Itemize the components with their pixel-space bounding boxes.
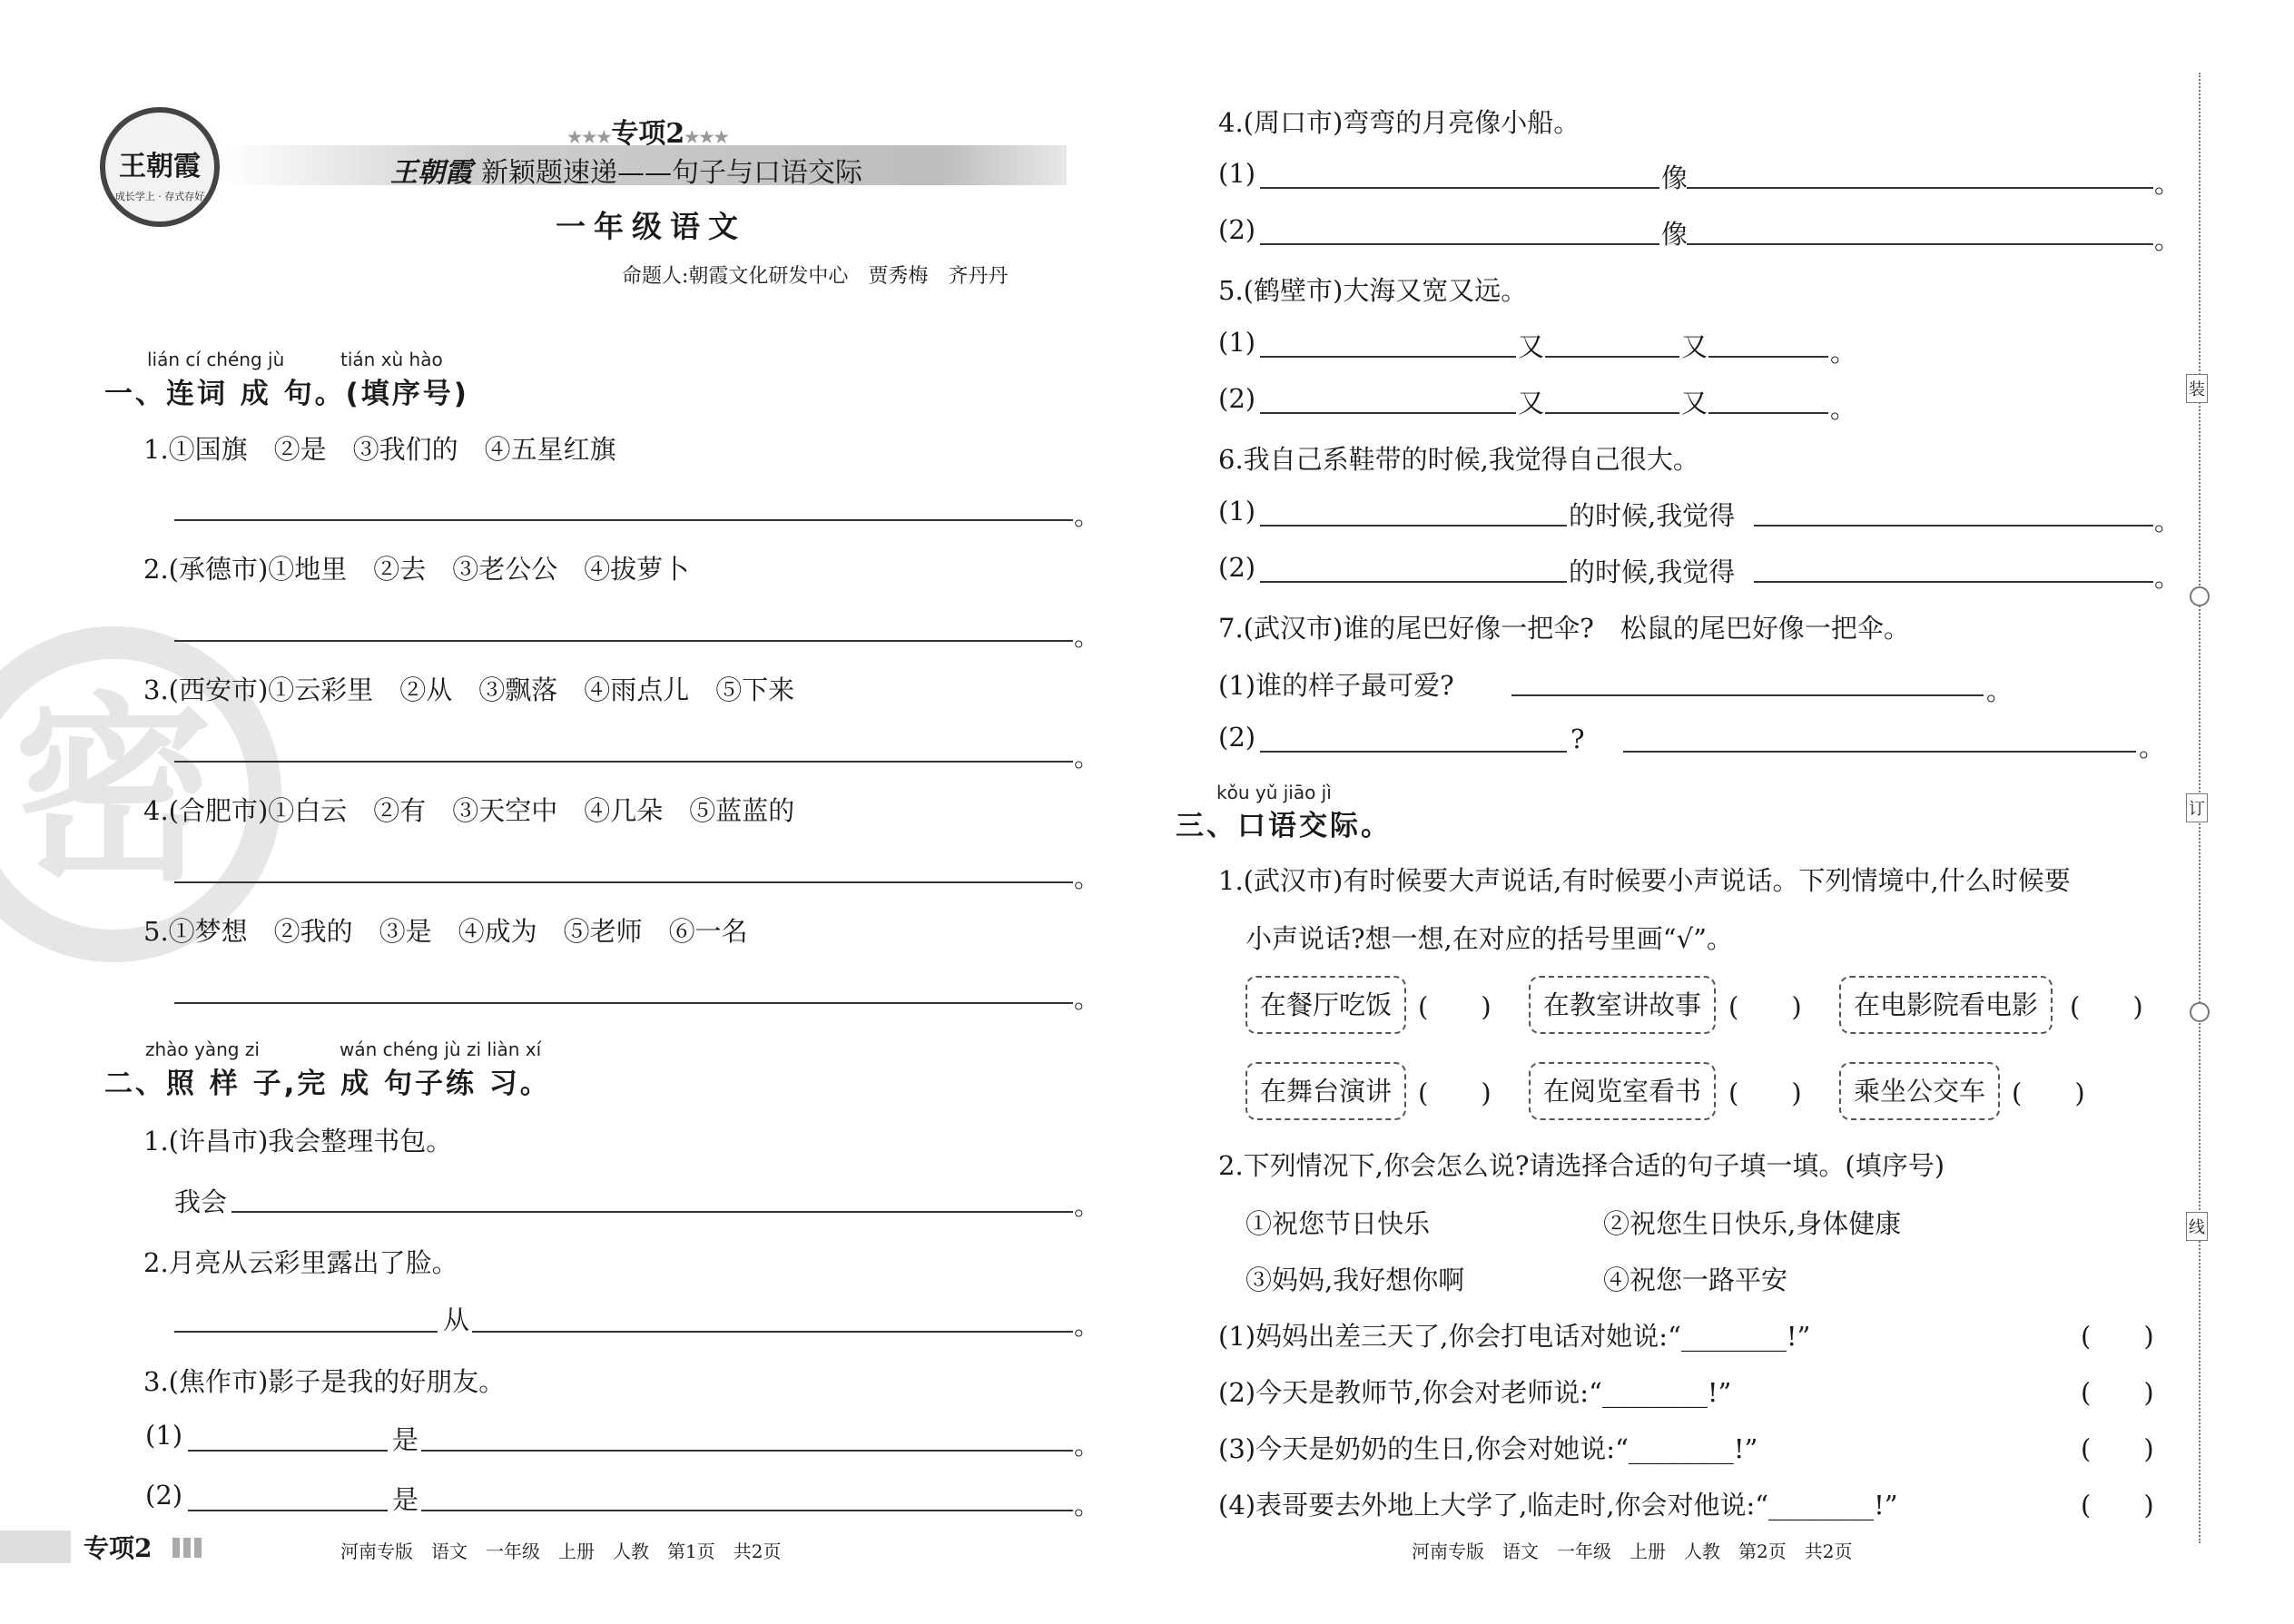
situation-paren-1[interactable]: ( )	[2081, 1321, 2154, 1352]
scenario-box-4: 在舞台演讲	[1245, 1062, 1406, 1120]
footer-left-bar	[0, 1530, 71, 1563]
s2-q3-line-2a[interactable]	[188, 1510, 388, 1511]
option-3: ③妈妈,我好想你啊	[1245, 1265, 1465, 1295]
r-q5: 5.(鹤壁市)大海又宽又远。	[1218, 275, 1528, 306]
r-q6-line-1a[interactable]	[1260, 525, 1567, 527]
s3-q2: 2.下列情况下,你会怎么说?请选择合适的句子填一填。(填序号)	[1218, 1150, 1945, 1181]
scenario-box-3: 在电影院看电影	[1839, 976, 2053, 1034]
footer-left-info: 河南专版 语文 一年级 上册 人教 第1页 共2页	[340, 1540, 782, 1562]
binding-label-1: 装	[2186, 374, 2208, 403]
s2-q3-mid-1: 是	[392, 1424, 419, 1455]
s1-answer-line-1[interactable]	[174, 519, 1073, 521]
r-q6-mid-1: 的时候,我觉得	[1569, 500, 1736, 531]
s2-q1-prefix: 我会	[174, 1186, 228, 1217]
scenario-box-1: 在餐厅吃饭	[1245, 976, 1406, 1034]
section1-pinyin-1: lián cí chéng jù	[147, 349, 285, 370]
footer-right-info: 河南专版 语文 一年级 上册 人教 第2页 共2页	[1412, 1540, 1853, 1562]
binding-label-3: 线	[2186, 1212, 2208, 1241]
logo-text: 王朝霞	[119, 151, 201, 182]
s2-q1: 1.(许昌市)我会整理书包。	[143, 1126, 453, 1156]
s2-q1-line[interactable]	[231, 1211, 1073, 1213]
r-q4-line-1a[interactable]	[1260, 187, 1659, 189]
r-q4-line-2a[interactable]	[1260, 243, 1659, 245]
footer-left-tag: 专项2	[84, 1533, 153, 1563]
section1-pinyin-2: tián xù hào	[340, 349, 443, 370]
scenario-paren-5[interactable]: ( )	[1728, 1078, 1802, 1108]
r-q7-line-2b[interactable]	[1623, 751, 2136, 753]
situation-paren-2[interactable]: ( )	[2081, 1377, 2154, 1408]
r-q5-mid-2b: 又	[1681, 388, 1708, 418]
scenario-box-2: 在教室讲故事	[1529, 976, 1716, 1034]
r-q5-mid-1a: 又	[1518, 331, 1545, 362]
r-q5-line-2b[interactable]	[1545, 412, 1679, 414]
r-q6-mid-2: 的时候,我觉得	[1569, 556, 1736, 587]
r-q4-mid-1: 像	[1661, 162, 1689, 193]
scenario-paren-4[interactable]: ( )	[1418, 1078, 1492, 1108]
r-q7-line-1[interactable]	[1511, 694, 1984, 696]
s1-answer-line-2[interactable]	[174, 640, 1073, 642]
section2-pinyin-2: wán chéng jù zi liàn xí	[340, 1038, 542, 1060]
option-2: ②祝您生日快乐,身体健康	[1603, 1208, 1902, 1239]
r-q7-1: (1)谁的样子最可爱?	[1218, 670, 1454, 701]
section1-title: 一、连词 成 句。(填序号)	[104, 378, 469, 410]
section2-title: 二、照 样 子,完 成 句子练 习。	[104, 1068, 551, 1100]
situation-4: (4)表哥要去外地上大学了,临走时,你会对他说:“________!”	[1218, 1490, 1898, 1521]
r-q6-line-1b[interactable]	[1754, 525, 2153, 527]
s1-item-4: 4.(合肥市)①白云 ②有 ③天空中 ④几朵 ⑤蓝蓝的	[143, 795, 795, 826]
s2-q3: 3.(焦作市)影子是我的好朋友。	[143, 1366, 506, 1397]
r-q5-mid-1b: 又	[1681, 331, 1708, 362]
situation-2: (2)今天是教师节,你会对老师说:“________!”	[1218, 1377, 1732, 1408]
page-subtitle: 一年级语文	[556, 209, 746, 244]
stars-label: ★★★专项2★★★	[567, 118, 729, 150]
situation-paren-4[interactable]: ( )	[2081, 1490, 2154, 1521]
s1-answer-line-4[interactable]	[174, 881, 1073, 883]
section2-pinyin-1: zhào yàng zi	[145, 1038, 260, 1060]
scenario-paren-1[interactable]: ( )	[1418, 991, 1492, 1022]
r-q5-label-2: (2)	[1218, 383, 1256, 414]
s1-item-3: 3.(西安市)①云彩里 ②从 ③飘落 ④雨点儿 ⑤下来	[143, 674, 795, 705]
s1-item-2: 2.(承德市)①地里 ②去 ③老公公 ④拔萝卜	[143, 554, 690, 585]
r-q7-label-2: (2)	[1218, 722, 1256, 753]
s2-q3-mid-2: 是	[392, 1484, 419, 1515]
binding-circle-2	[2190, 1002, 2210, 1022]
r-q6-label-2: (2)	[1218, 552, 1256, 583]
r-q4-mid-2: 像	[1661, 219, 1689, 250]
logo-subtext: 成长学上 · 存式存好	[114, 191, 205, 202]
footer-left-squares	[172, 1538, 203, 1558]
brand-name: 王朝霞	[390, 157, 472, 189]
s3-q1-line1: 1.(武汉市)有时候要大声说话,有时候要小声说话。下列情境中,什么时候要	[1218, 865, 2071, 896]
r-q4-line-1b[interactable]	[1687, 187, 2153, 189]
logo-badge	[100, 107, 220, 227]
situation-paren-3[interactable]: ( )	[2081, 1433, 2154, 1464]
r-q4-label-2: (2)	[1218, 214, 1256, 245]
s1-item-1: 1.①国旗 ②是 ③我们的 ④五星红旗	[143, 434, 616, 465]
option-4: ④祝您一路平安	[1603, 1265, 1788, 1295]
situation-3: (3)今天是奶奶的生日,你会对她说:“________!”	[1218, 1433, 1758, 1464]
r-q6-line-2a[interactable]	[1260, 581, 1567, 583]
r-q6-label-1: (1)	[1218, 496, 1256, 527]
s2-q2-mid: 从	[443, 1304, 470, 1335]
r-q5-line-1a[interactable]	[1260, 356, 1516, 358]
section3-pinyin: kǒu yǔ jiāo jì	[1216, 782, 1332, 803]
situation-1: (1)妈妈出差三天了,你会打电话对她说:“________!”	[1218, 1321, 1811, 1352]
scenario-paren-3[interactable]: ( )	[2070, 991, 2143, 1022]
s2-q3-label-2: (2)	[145, 1480, 183, 1511]
r-q4-label-1: (1)	[1218, 158, 1256, 189]
s2-q3-line-2b[interactable]	[421, 1510, 1073, 1511]
binding-circle-1	[2190, 586, 2210, 606]
header-title: 新颖题速递——句子与口语交际	[481, 157, 862, 189]
r-q5-line-1b[interactable]	[1545, 356, 1679, 358]
r-q7: 7.(武汉市)谁的尾巴好像一把伞? 松鼠的尾巴好像一把伞。	[1218, 613, 1910, 644]
s1-answer-line-3[interactable]	[174, 761, 1073, 763]
option-1: ①祝您节日快乐	[1245, 1208, 1431, 1239]
r-q6: 6.我自己系鞋带的时候,我觉得自己很大。	[1218, 444, 1699, 475]
r-q4-line-2b[interactable]	[1687, 243, 2153, 245]
section3-title: 三、口语交际。	[1176, 810, 1392, 842]
r-q5-line-1c[interactable]	[1708, 356, 1828, 358]
binding-label-2: 订	[2186, 793, 2208, 822]
s2-q2: 2.月亮从云彩里露出了脸。	[143, 1247, 458, 1278]
r-q5-line-2a[interactable]	[1260, 412, 1516, 414]
r-q5-mid-2a: 又	[1518, 388, 1545, 418]
r-q4: 4.(周口市)弯弯的月亮像小船。	[1218, 107, 1580, 138]
s2-q2-line-a[interactable]	[174, 1331, 438, 1333]
r-q5-label-1: (1)	[1218, 327, 1256, 358]
scenario-paren-2[interactable]: ( )	[1728, 991, 1802, 1022]
header-title-row	[390, 150, 862, 190]
s2-q3-line-1a[interactable]	[188, 1450, 388, 1452]
scenario-box-6: 乘坐公交车	[1839, 1062, 2000, 1120]
s3-q1-line2: 小声说话?想一想,在对应的括号里画“√”。	[1245, 923, 1733, 954]
s1-item-5: 5.①梦想 ②我的 ③是 ④成为 ⑤老师 ⑥一名	[143, 916, 748, 947]
r-q6-line-2b[interactable]	[1754, 581, 2153, 583]
s2-q3-line-1b[interactable]	[421, 1450, 1073, 1452]
s1-answer-line-5[interactable]	[174, 1002, 1073, 1004]
r-q5-line-2c[interactable]	[1708, 412, 1828, 414]
watermark-seal: 密	[0, 626, 281, 962]
authors: 命题人:朝霞文化研发中心 贾秀梅 齐丹丹	[622, 265, 1009, 288]
s2-q2-line-b[interactable]	[472, 1331, 1073, 1333]
r-q7-line-2a[interactable]	[1260, 751, 1567, 753]
scenario-box-5: 在阅览室看书	[1529, 1062, 1716, 1120]
s2-q3-label-1: (1)	[145, 1420, 183, 1451]
scenario-paren-6[interactable]: ( )	[2012, 1078, 2085, 1108]
